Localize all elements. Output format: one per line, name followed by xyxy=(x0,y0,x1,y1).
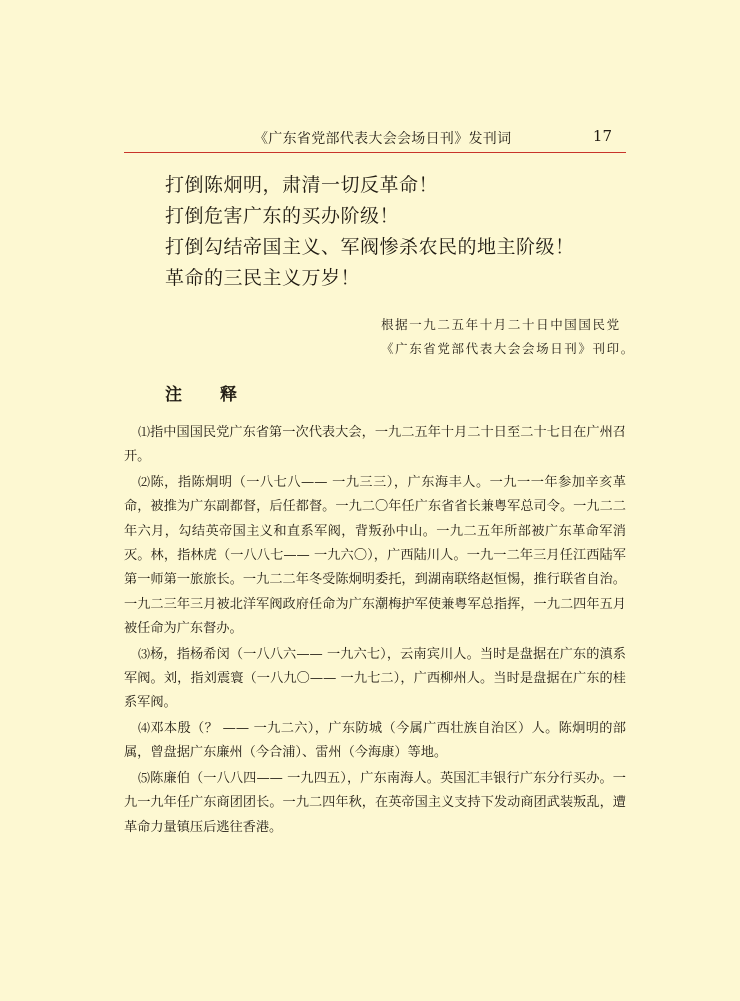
slogans-block xyxy=(165,170,575,294)
slogan-line: 打倒勾结帝国主义、军阀惨杀农民的地主阶级！ xyxy=(165,236,575,258)
page-number: 17 xyxy=(592,127,612,145)
note-text: 邓本殷（？ —— 一九二六），广东防城（今属广西壮族自治区）人。陈炯明的部属，曾盘据广东廉州（今合浦）、雷州（今海康）等地。 xyxy=(124,720,626,761)
running-header xyxy=(124,128,626,150)
notes-list xyxy=(124,420,626,840)
notes-heading xyxy=(165,380,237,405)
note-item xyxy=(124,716,626,766)
source-attribution xyxy=(381,313,635,361)
note-number: ⑶ xyxy=(138,646,151,661)
note-item xyxy=(124,420,626,470)
slogan-line: 革命的三民主义万岁！ xyxy=(165,267,361,289)
notes-heading-right: 释 xyxy=(220,385,237,405)
header-title: 《广东省党部代表大会会场日刊》发刊词 xyxy=(254,131,512,147)
slogan-line: 打倒危害广东的买办阶级！ xyxy=(165,205,400,227)
notes-heading-left: 注 xyxy=(165,385,182,405)
source-line: 根据一九二五年十月二十日中国国民党 xyxy=(381,317,621,332)
slogan-line: 打倒陈炯明，肃清一切反革命！ xyxy=(165,174,439,196)
note-text: 陈，指陈炯明（一八七八—— 一九三三），广东海丰人。一九一一年参加辛亥革命，被推为广东副都督，后任都督。一九二〇年任广东省省长兼粤军总司令。一九二二年六月，勾结英帝国主义和直系军阀，背叛孙中山。一九二五年所部被广东革命军消灭。林，指林虎（一八八七—— 一九六〇），广西陆川人。一九一二年三月任江西陆军第一师第一旅旅长。一九二二年冬受陈炯明委托，到湖南联络赵恒惕，推行联省自治。一九二三年三月被北洋军阀政府任命为广东潮梅护军使兼粤军总指挥，一九二四年五月被任命为广东督办。 xyxy=(124,474,626,637)
note-text: 陈廉伯（一八八四—— 一九四五），广东南海人。英国汇丰银行广东分行买办。一九一九年任广东商团团长。一九二四年秋，在英帝国主义支持下发动商团武装叛乱，遭革命力量镇压后逃往香港。 xyxy=(124,770,626,835)
note-item xyxy=(124,642,626,716)
note-item xyxy=(124,470,626,642)
note-item xyxy=(124,766,626,840)
source-line: 《广东省党部代表大会会场日刊》刊印。 xyxy=(381,341,635,356)
note-number: ⑸ xyxy=(138,770,151,785)
note-number: ⑴ xyxy=(138,425,151,439)
note-text: 杨，指杨希闵（一八八六—— 一九六七），云南宾川人。当时是盘据在广东的滇系军阀。刘，指刘震寰（一八九〇—— 一九七二），广西柳州人。当时是盘据在广东的桂系军阀。 xyxy=(124,646,626,711)
note-number: ⑷ xyxy=(138,720,151,735)
note-number: ⑵ xyxy=(138,474,151,489)
note-text: 指中国国民党广东省第一次代表大会，一九二五年十月二十日至二十七日在广州召开。 xyxy=(124,425,626,465)
header-rule xyxy=(124,152,626,153)
